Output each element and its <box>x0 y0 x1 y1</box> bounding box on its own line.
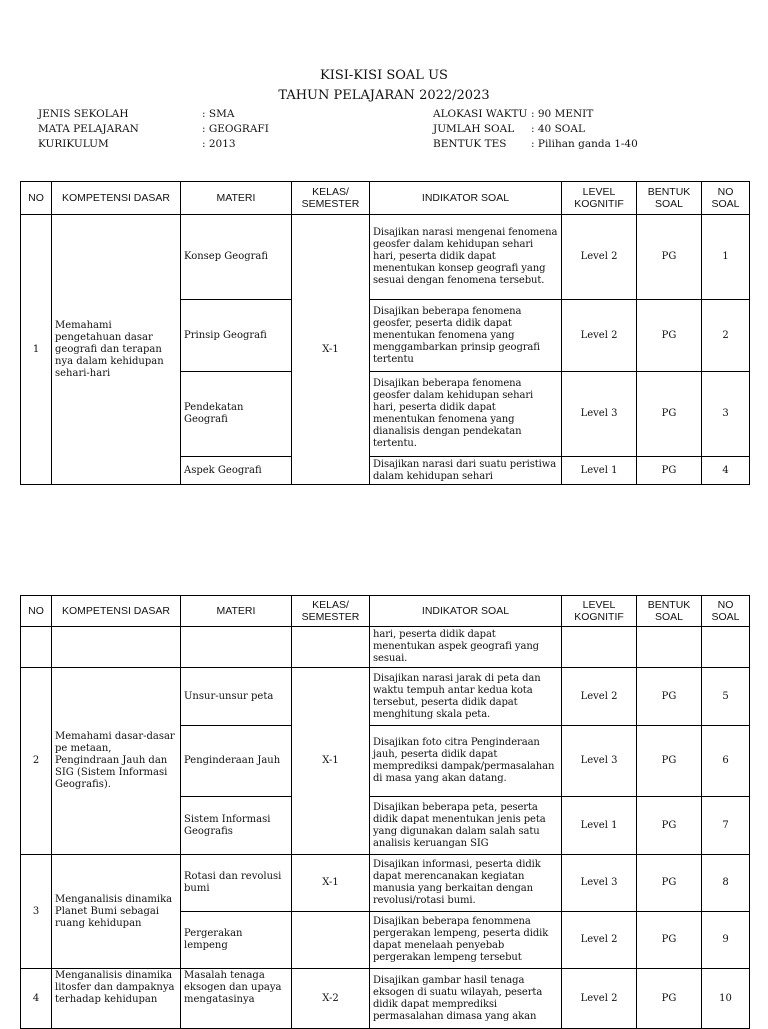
empty-cell <box>702 627 750 668</box>
info-key: MATA PELAJARAN <box>38 123 139 135</box>
col-header-level: LEVEL KOGNITIF <box>562 182 637 215</box>
indikator-cell: Disajikan beberapa fenomena geosfer, peserta didik dapat menentukan fenomena yang menggambarkan prinsip geografi tertentu <box>370 300 562 372</box>
info-key: KURIKULUM <box>38 138 109 150</box>
no-soal-cell: 8 <box>702 855 750 912</box>
kelas-semester: X-1 <box>292 855 370 912</box>
col-header-no-soal: NO SOAL <box>702 596 750 627</box>
bentuk-cell: PG <box>637 969 702 1029</box>
bentuk-cell: PG <box>637 726 702 797</box>
indikator-cell: Disajikan beberapa fenommena pergerakan lempeng, peserta didik dapat menelaah penyebab pergerakan lempeng tersebut <box>370 912 562 969</box>
materi-cell: Aspek Geografi <box>181 457 292 485</box>
level-cell: Level 1 <box>562 457 637 485</box>
level-cell: Level 2 <box>562 668 637 726</box>
info-value: : 40 SOAL <box>531 123 585 135</box>
materi-cell: Rotasi dan revolusi bumi <box>181 855 292 912</box>
col-header-kd: KOMPETENSI DASAR <box>52 182 181 215</box>
bentuk-cell: PG <box>637 300 702 372</box>
level-cell: Level 3 <box>562 372 637 457</box>
document-subtitle: TAHUN PELAJARAN 2022/2023 <box>278 88 490 103</box>
kisi-table-page1 <box>20 181 750 485</box>
bentuk-cell: PG <box>637 215 702 300</box>
indikator-cell: Disajikan narasi dari suatu peristiwa dalam kehidupan sehari <box>370 457 562 485</box>
materi-cell: Masalah tenaga eksogen dan upaya mengatasinya <box>181 969 292 1029</box>
table-header-row <box>21 596 750 627</box>
info-value: : 2013 <box>202 138 236 150</box>
materi-cell: Pergerakan lempeng <box>181 912 292 969</box>
kd-number: 1 <box>21 215 52 485</box>
bentuk-cell: PG <box>637 668 702 726</box>
kompetensi-dasar: Menganalisis dinamika Planet Bumi sebagai ruang kehidupan <box>52 855 181 969</box>
empty-cell <box>292 912 370 969</box>
empty-cell <box>637 627 702 668</box>
bentuk-cell: PG <box>637 855 702 912</box>
materi-cell: Sistem Informasi Geografis <box>181 797 292 855</box>
level-cell: Level 2 <box>562 215 637 300</box>
kelas-semester: X-2 <box>292 969 370 1029</box>
kelas-semester: X-1 <box>292 668 370 855</box>
no-soal-cell: 4 <box>702 457 750 485</box>
col-header-bentuk: BENTUK SOAL <box>637 596 702 627</box>
level-cell: Level 3 <box>562 726 637 797</box>
col-header-no-soal: NO SOAL <box>702 182 750 215</box>
kompetensi-dasar: Menganalisis dinamika litosfer dan dampaknya terhadap kehidupan <box>52 969 181 1029</box>
indikator-cell: Disajikan foto citra Penginderaan jauh, peserta didik dapat memprediksi dampak/permasalahan di masa yang akan datang. <box>370 726 562 797</box>
kisi-table-page2 <box>20 595 750 1029</box>
kompetensi-dasar: Memahami dasar-dasar pe metaan, Pengindraan Jauh dan SIG (Sistem Informasi Geografis). <box>52 668 181 855</box>
no-soal-cell: 5 <box>702 668 750 726</box>
bentuk-cell: PG <box>637 457 702 485</box>
table-header-row <box>21 182 750 215</box>
col-header-materi: MATERI <box>181 182 292 215</box>
bentuk-cell: PG <box>637 912 702 969</box>
kd-number: 3 <box>21 855 52 969</box>
no-soal-cell: 6 <box>702 726 750 797</box>
kd-number: 2 <box>21 668 52 855</box>
no-soal-cell: 3 <box>702 372 750 457</box>
no-soal-cell: 2 <box>702 300 750 372</box>
level-cell: Level 2 <box>562 912 637 969</box>
col-header-indikator: INDIKATOR SOAL <box>370 182 562 215</box>
info-key: JUMLAH SOAL <box>433 123 515 135</box>
kompetensi-dasar: Memahami pengetahuan dasar geografi dan terapan nya dalam kehidupan sehari-hari <box>52 215 181 485</box>
info-key: JENIS SEKOLAH <box>38 108 129 120</box>
empty-cell <box>181 627 292 668</box>
document-title: KISI-KISI SOAL US <box>320 68 448 83</box>
level-cell: Level 3 <box>562 855 637 912</box>
col-header-materi: MATERI <box>181 596 292 627</box>
materi-cell: Pendekatan Geografi <box>181 372 292 457</box>
col-header-level: LEVEL KOGNITIF <box>562 596 637 627</box>
materi-cell: Konsep Geografi <box>181 215 292 300</box>
level-cell: Level 1 <box>562 797 637 855</box>
info-value: : SMA <box>202 108 235 120</box>
empty-cell <box>292 627 370 668</box>
indikator-cell: Disajikan beberapa peta, peserta didik dapat menentukan jenis peta yang digunakan dalam salah satu analisis keruangan SIG <box>370 797 562 855</box>
indikator-cell: Disajikan beberapa fenomena geosfer dalam kehidupan sehari hari, peserta didik dapat menentukan fenomena yang dianalisis dengan pendekatan tertentu. <box>370 372 562 457</box>
col-header-kelas: KELAS/ SEMESTER <box>292 596 370 627</box>
info-key: ALOKASI WAKTU <box>433 108 528 120</box>
table-row <box>21 215 750 300</box>
empty-cell <box>562 627 637 668</box>
empty-cell <box>52 627 181 668</box>
level-cell: Level 2 <box>562 969 637 1029</box>
no-soal-cell: 10 <box>702 969 750 1029</box>
info-right <box>433 107 638 152</box>
materi-cell: Prinsip Geografi <box>181 300 292 372</box>
kelas-semester: X-1 <box>292 215 370 485</box>
table-row <box>21 855 750 912</box>
info-value: : GEOGRAFI <box>202 123 269 135</box>
kd-number: 4 <box>21 969 52 1029</box>
empty-cell <box>21 627 52 668</box>
indikator-cell: Disajikan narasi jarak di peta dan waktu tempuh antar kedua kota tersebut, peserta didik dapat menghitung skala peta. <box>370 668 562 726</box>
indikator-cell: Disajikan narasi mengenai fenomena geosfer dalam kehidupan sehari hari, peserta didik dapat menentukan konsep geografi yang sesuai dengan fenomena tersebut. <box>370 215 562 300</box>
bentuk-cell: PG <box>637 797 702 855</box>
table-row-continuation <box>21 627 750 668</box>
no-soal-cell: 7 <box>702 797 750 855</box>
col-header-kelas: KELAS/ SEMESTER <box>292 182 370 215</box>
info-key: BENTUK TES <box>433 138 507 150</box>
info-value: : Pilihan ganda 1-40 <box>531 138 638 150</box>
level-cell: Level 2 <box>562 300 637 372</box>
table-row <box>21 668 750 726</box>
indikator-cell: Disajikan gambar hasil tenaga eksogen di suatu wilayah, peserta didik dapat memprediksi permasalahan dimasa yang akan <box>370 969 562 1029</box>
materi-cell: Unsur-unsur peta <box>181 668 292 726</box>
indikator-cell: Disajikan informasi, peserta didik dapat merencanakan kegiatan manusia yang berkaitan dengan revolusi/rotasi bumi. <box>370 855 562 912</box>
materi-cell: Penginderaan Jauh <box>181 726 292 797</box>
no-soal-cell: 1 <box>702 215 750 300</box>
info-left <box>38 107 269 152</box>
col-header-no: NO <box>21 596 52 627</box>
info-value: : 90 MENIT <box>531 108 594 120</box>
table-row <box>21 969 750 1029</box>
col-header-no: NO <box>21 182 52 215</box>
bentuk-cell: PG <box>637 372 702 457</box>
col-header-indikator: INDIKATOR SOAL <box>370 596 562 627</box>
col-header-kd: KOMPETENSI DASAR <box>52 596 181 627</box>
col-header-bentuk: BENTUK SOAL <box>637 182 702 215</box>
indikator-cell: hari, peserta didik dapat menentukan aspek geografi yang sesuai. <box>370 627 562 668</box>
no-soal-cell: 9 <box>702 912 750 969</box>
